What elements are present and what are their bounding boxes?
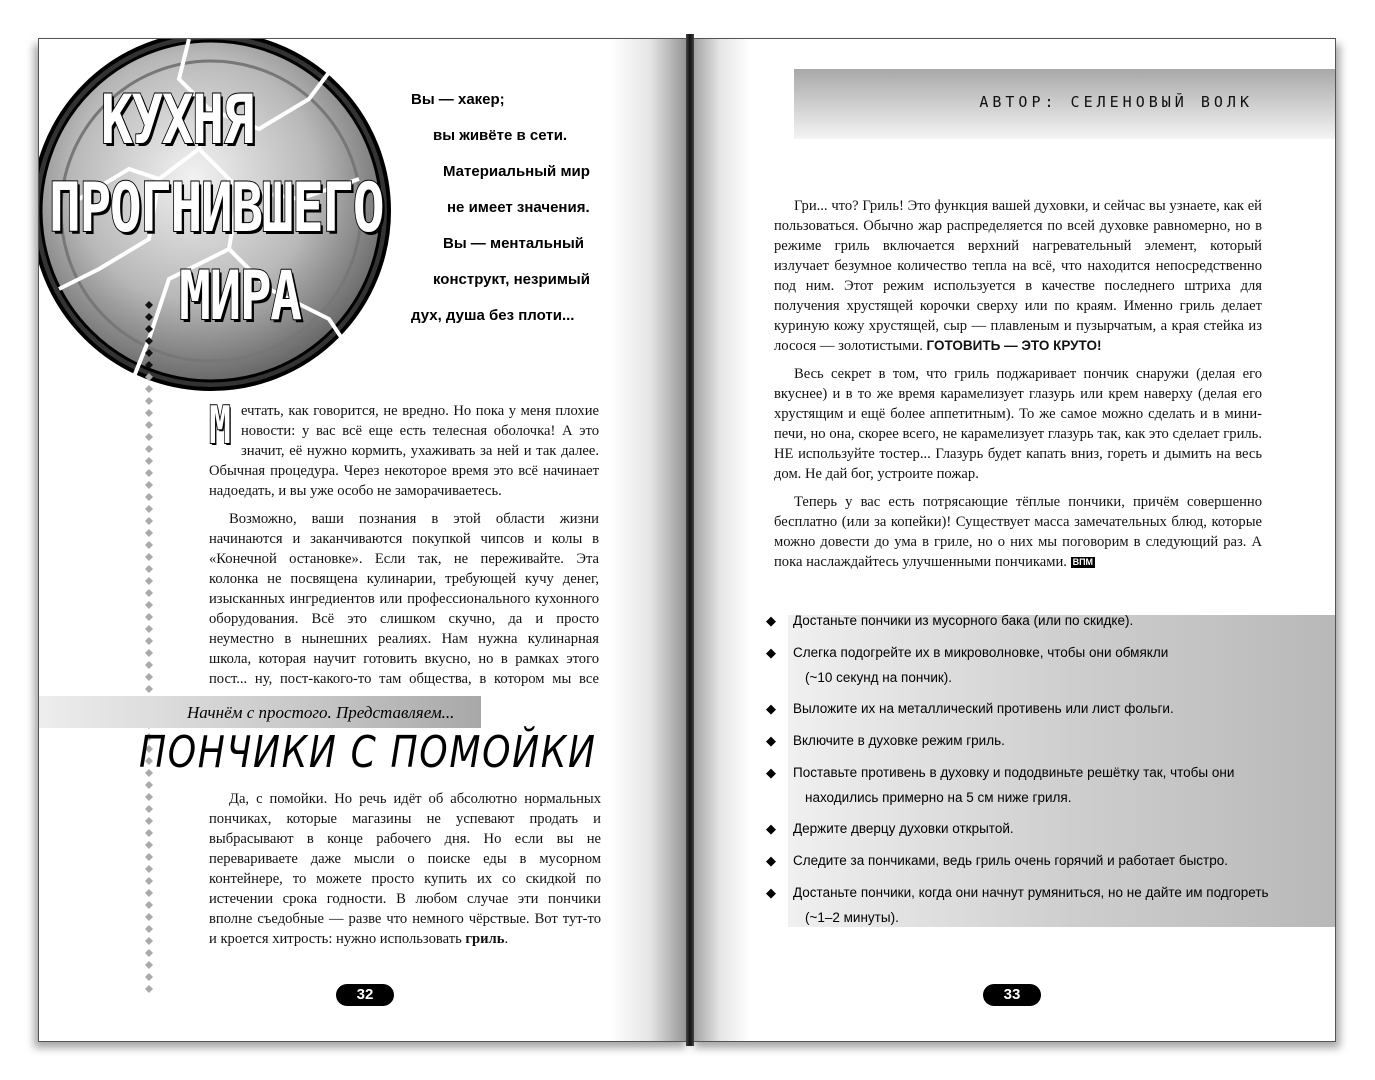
diamond-dot	[145, 829, 153, 837]
step-item	[766, 733, 1005, 748]
diamond-dot	[145, 601, 153, 609]
diamond-dot	[145, 349, 153, 357]
diamond-dot	[145, 373, 153, 381]
diamond-bullet-icon: ◆	[766, 645, 776, 660]
intro-line: не имеет значения.	[447, 199, 590, 216]
step-item	[766, 853, 1228, 868]
title-line: КУХНЯ	[101, 81, 253, 160]
diamond-dot	[145, 637, 153, 645]
author-credit: АВТОР: СЕЛЕНОВЫЙ ВОЛК	[979, 93, 1253, 111]
diamond-dot	[145, 325, 153, 333]
diamond-dot	[145, 397, 153, 405]
step-text: Достаньте пончики, когда они начнут румяниться, но не дайте им подгореть	[793, 885, 1269, 900]
callout-text: ГОТОВИТЬ — ЭТО КРУТО!	[926, 338, 1102, 353]
diamond-dot	[145, 889, 153, 897]
diamond-dot	[145, 685, 153, 693]
step-text: Держите дверцу духовки открытой.	[793, 821, 1014, 836]
diamond-dot	[145, 577, 153, 585]
diamond-dot	[145, 505, 153, 513]
diamond-dot	[145, 985, 153, 993]
paragraph: Весь секрет в том, что гриль поджаривает пончик снаружи (делая его вкуснее) и в то же время карамелизует глазурь или крем наверху (делая его хрустящим и ещё более аппетитным). То же самое можно сделать и в мини-печи, но она, скорее всего, не карамелизует глазурь так, как это сделает гриль. НЕ используйте тостер... Глазурь будет капать вниз, гореть и дымить на весь дом. Не дай бог, устроите пожар.	[774, 366, 1262, 482]
intro-line: конструкт, незримый	[433, 271, 590, 288]
intro-line: Вы — ментальный	[443, 235, 585, 252]
diamond-dot	[145, 529, 153, 537]
diamond-dot	[145, 337, 153, 345]
step-item	[766, 821, 1014, 836]
diamond-dot	[145, 961, 153, 969]
diamond-dot	[145, 865, 153, 873]
step-text: Поставьте противень в духовку и пододвиньте решётку так, чтобы они	[793, 765, 1235, 780]
diamond-dot	[145, 937, 153, 945]
intro-line: Материальный мир	[443, 163, 590, 180]
step-text: Слегка подогрейте их в микроволновке, чтобы они обмякли	[793, 645, 1169, 660]
article-headline: ПОНЧИКИ С ПОМОЙКИ	[139, 727, 597, 778]
diamond-dot	[145, 457, 153, 465]
paragraph	[209, 789, 601, 949]
paragraph-text: Да, с помойки. Но речь идёт об абсолютно нормальных пончиках, которые магазины не успевают продать и выбрасывают в конце рабочего дня. Но если вы не перевариваете даже мысли о поиске еды в мусорном контейнере, то можете просто купить их со скидкой по истечении срока годности. В любом случае эти пончики вполне съедобные — разве что немного чёрствые. Вот тут-то и кроется хитрость: нужно использовать	[209, 791, 601, 947]
diamond-dot	[145, 817, 153, 825]
article-intro-column	[209, 396, 599, 717]
diamond-bullet-icon: ◆	[766, 701, 776, 716]
diamond-dot	[145, 421, 153, 429]
paragraph	[209, 396, 599, 501]
diamond-dot-rule	[145, 301, 153, 1001]
diamond-dot	[145, 973, 153, 981]
step-text: Следите за пончиками, ведь гриль очень горячий и работает быстро.	[793, 853, 1228, 868]
diamond-dot	[145, 613, 153, 621]
step-text: Включите в духовке режим гриль.	[793, 733, 1005, 748]
step-item	[766, 645, 1169, 685]
article-column	[774, 196, 1262, 580]
gutter-shadow	[690, 39, 750, 1041]
right-page	[690, 38, 1336, 1042]
intro-line: вы живёте в сети.	[433, 127, 568, 144]
diamond-dot	[145, 925, 153, 933]
diamond-bullet-icon: ◆	[766, 885, 776, 900]
diamond-dot	[145, 853, 153, 861]
page-number: 33	[983, 984, 1041, 1006]
step-item	[766, 885, 1269, 925]
drop-cap: М	[209, 396, 231, 456]
end-mark-badge: ВПМ	[1072, 557, 1094, 568]
diamond-bullet-icon: ◆	[766, 613, 776, 628]
diamond-dot	[145, 553, 153, 561]
paragraph: Возможно, ваши познания в этой области жизни начинаются и заканчиваются покупкой чипсов и колы в «Конечной остановке». Если так, не переживайте. Эта колонка не посвящена кулинарии, требующей кучу денег, изысканных ингредиентов или профессионального кухонного оборудования. Всё это слишком скучно, да и просто неуместно в нынешних реалиях. Нам нужна кулинарная школа, которая научит готовить вкусно, но в рамках этого пост... ну, пост-какого-то там общества, в котором мы все	[209, 511, 599, 687]
subhead: Начнём с простого. Представляем...	[187, 703, 455, 722]
diamond-dot	[145, 445, 153, 453]
paragraph-text: Теперь у вас есть потрясающие тёплые пончики, причём совершенно бесплатно (или за копейки)! Существует масса замечательных блюд, которые можно довести до ума в гриле, но о них мы поговорим в следующий раз. А пока наслаждайтесь улучшенными пончиками.	[774, 494, 1262, 570]
diamond-dot	[145, 877, 153, 885]
diamond-dot	[145, 625, 153, 633]
gutter-shadow	[610, 39, 690, 1041]
diamond-dot	[145, 589, 153, 597]
step-text: Выложите их на металлический противень или лист фольги.	[793, 701, 1174, 716]
diamond-dot	[145, 385, 153, 393]
page-number: 32	[336, 984, 394, 1006]
diamond-dot	[145, 661, 153, 669]
diamond-dot	[145, 565, 153, 573]
step-item	[766, 765, 1235, 805]
diamond-dot	[145, 301, 153, 309]
diamond-dot	[145, 949, 153, 957]
diamond-bullet-icon: ◆	[766, 853, 776, 868]
punctuation: .	[504, 931, 509, 947]
step-text: Достаньте пончики из мусорного бака (или по скидке).	[793, 613, 1134, 628]
diamond-dot	[145, 517, 153, 525]
title-line: МИРА	[179, 257, 301, 336]
diamond-dot	[145, 781, 153, 789]
diamond-dot	[145, 433, 153, 441]
paragraph-text: Гри... что? Гриль! Это функция вашей духовки, и сейчас вы узнаете, как ей пользоваться. Обычно жар распределяется по всей духовке равномерно, но в режиме гриль включается верхний нагревательный элемент, который излучает безумное количество тепла на всё, что находится непосредственно под ним. Этот режим используется в качестве последнего штриха для получения хрустящей корочки сверху или по краям. Именно гриль делает куриную кожу хрустящей, сыр — плавленым и пузырчатым, а края стейка из лосося — золотистыми.	[774, 198, 1262, 354]
left-page	[38, 38, 690, 1042]
intro-line: дух, душа без плоти...	[411, 307, 575, 324]
title-line: ПРОГНИВШЕГО	[49, 169, 384, 248]
diamond-dot	[145, 493, 153, 501]
diamond-dot	[145, 361, 153, 369]
diamond-dot	[145, 469, 153, 477]
diamond-dot	[145, 481, 153, 489]
diamond-dot	[145, 805, 153, 813]
step-continuation: (~10 секунд на пончик).	[805, 670, 953, 685]
paragraph	[774, 196, 1262, 356]
book-spine	[686, 34, 694, 1046]
diamond-dot	[145, 649, 153, 657]
intro-line: Вы — хакер;	[411, 91, 505, 108]
step-continuation: (~1–2 минуты).	[805, 910, 899, 925]
diamond-dot	[145, 673, 153, 681]
diamond-dot	[145, 841, 153, 849]
article-column	[209, 789, 601, 957]
diamond-bullet-icon: ◆	[766, 733, 776, 748]
step-item	[766, 613, 1134, 628]
bold-term: гриль	[465, 931, 505, 947]
diamond-dot	[145, 901, 153, 909]
diamond-dot	[145, 541, 153, 549]
diamond-dot	[145, 793, 153, 801]
step-continuation: находились примерно на 5 см ниже гриля.	[805, 790, 1072, 805]
diamond-dot	[145, 313, 153, 321]
diamond-dot	[145, 409, 153, 417]
paragraph	[774, 492, 1262, 572]
diamond-bullet-icon: ◆	[766, 765, 776, 780]
step-item	[766, 701, 1174, 716]
diamond-dot	[145, 913, 153, 921]
paragraph-text: ечтать, как говорится, не вредно. Но пока у меня плохие новости: у вас всё еще есть телесная оболочка! А это значит, её нужно кормить, ухаживать за ней и так далее. Обычная процедура. Через некоторое время это всё начинает надоедать, и вы уже особо не заморачиваетесь.	[209, 403, 599, 499]
diamond-bullet-icon: ◆	[766, 821, 776, 836]
